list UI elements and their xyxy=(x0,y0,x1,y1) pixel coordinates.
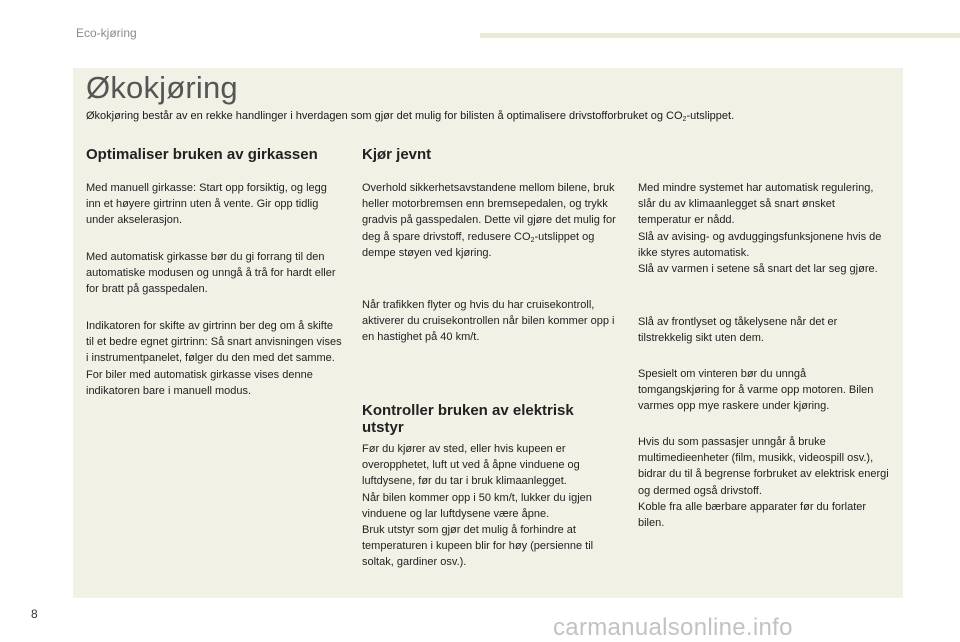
lights-paragraph: Slå av frontlyset og tåkelysene når det er tilstrekkelig sikt uten dem. xyxy=(638,316,838,345)
electrical-equipment-paragraph: Før du kjører av sted, eller hvis kupeen er overopphetet, luft ut ved å åpne vinduene og luftdysene, før du tar i bruk klimaanlegget. Når bilen kommer opp i 50 km/t, lukker du igjen vinduene og lar luftdysene være åpne. Bruk utstyr som gjør det mulig å forhindre at temperaturen i kupeen blir for høy (persienne til soltak, gardiner osv.). xyxy=(362,443,594,569)
smooth-driving-heading: Kjør jevnt xyxy=(362,146,432,163)
gearbox-paragraph-manual: Med manuell girkasse: Start opp forsiktig, og legg inn et høyere girtrinn uten å vente. Gir opp tidlig under akselerasjon. xyxy=(86,182,327,227)
header-rule xyxy=(480,33,960,38)
page-number: 8 xyxy=(31,607,38,621)
gearbox-heading: Optimaliser bruken av girkassen xyxy=(86,146,318,163)
gearbox-paragraph-indicator: Indikatoren for skifte av girtrinn ber deg om å skifte til et bedre egnet girtrinn: Så snart anvisningen vises i instrumentpanelet, følger du den med det samme. For biler med automatisk girkasse vises denne indikatoren bare i manuell modus. xyxy=(86,320,342,397)
winter-idling-paragraph: Spesielt om vinteren bør du unngå tomgangskjøring for å varme opp motoren. Bilen varmes opp mye raskere under kjøring. xyxy=(638,368,874,413)
smooth-driving-paragraph-cruise: Når trafikken flyter og hvis du har cruisekontroll, aktiverer du cruisekontrollen når bilen kommer opp i en hastighet på 40 km/t. xyxy=(362,299,615,344)
gearbox-paragraph-automatic: Med automatisk girkasse bør du gi forrang til den automatiske modusen og unngå å trå for hardt eller for bratt på gasspedalen. xyxy=(86,251,336,296)
intro-text: Økokjøring består av en rekke handlinger i hverdagen som gjør det mulig for bilisten å optimalisere drivstofforbruket og $CO_2$-utslippet. xyxy=(86,110,735,123)
page-title: Økokjøring xyxy=(86,70,238,105)
section-label: Eco-kjøring xyxy=(76,26,137,40)
electrical-equipment-heading: Kontroller bruken av elektrisk utstyr xyxy=(362,402,574,436)
watermark: carmanualsonline.info xyxy=(553,614,793,641)
climate-paragraph: Med mindre systemet har automatisk regulering, slår du av klimaanlegget så snart ønsket temperatur er nådd. Slå av avising- og avduggingsfunksjonene hvis de ikke styres automatisk. Slå av varmen i setene så snart det lar seg gjøre. xyxy=(638,182,882,276)
smooth-driving-paragraph-distance: Overhold sikkerhetsavstandene mellom bilene, bruk heller motorbremsen enn bremsepedalen, og trykk gradvis på gasspedalen. Dette vil gjøre det mulig for deg å spare drivstoff, redusere $CO_2$-utslippet og dempe støyen ved kjøring. xyxy=(362,182,616,259)
multimedia-paragraph: Hvis du som passasjer unngår å bruke multimedieenheter (film, musikk, videospill osv.), bidrar du til å begrense forbruket av elektrisk energi og dermed også drivstoff. Koble fra alle bærbare apparater før du forlater bilen. xyxy=(638,436,889,530)
